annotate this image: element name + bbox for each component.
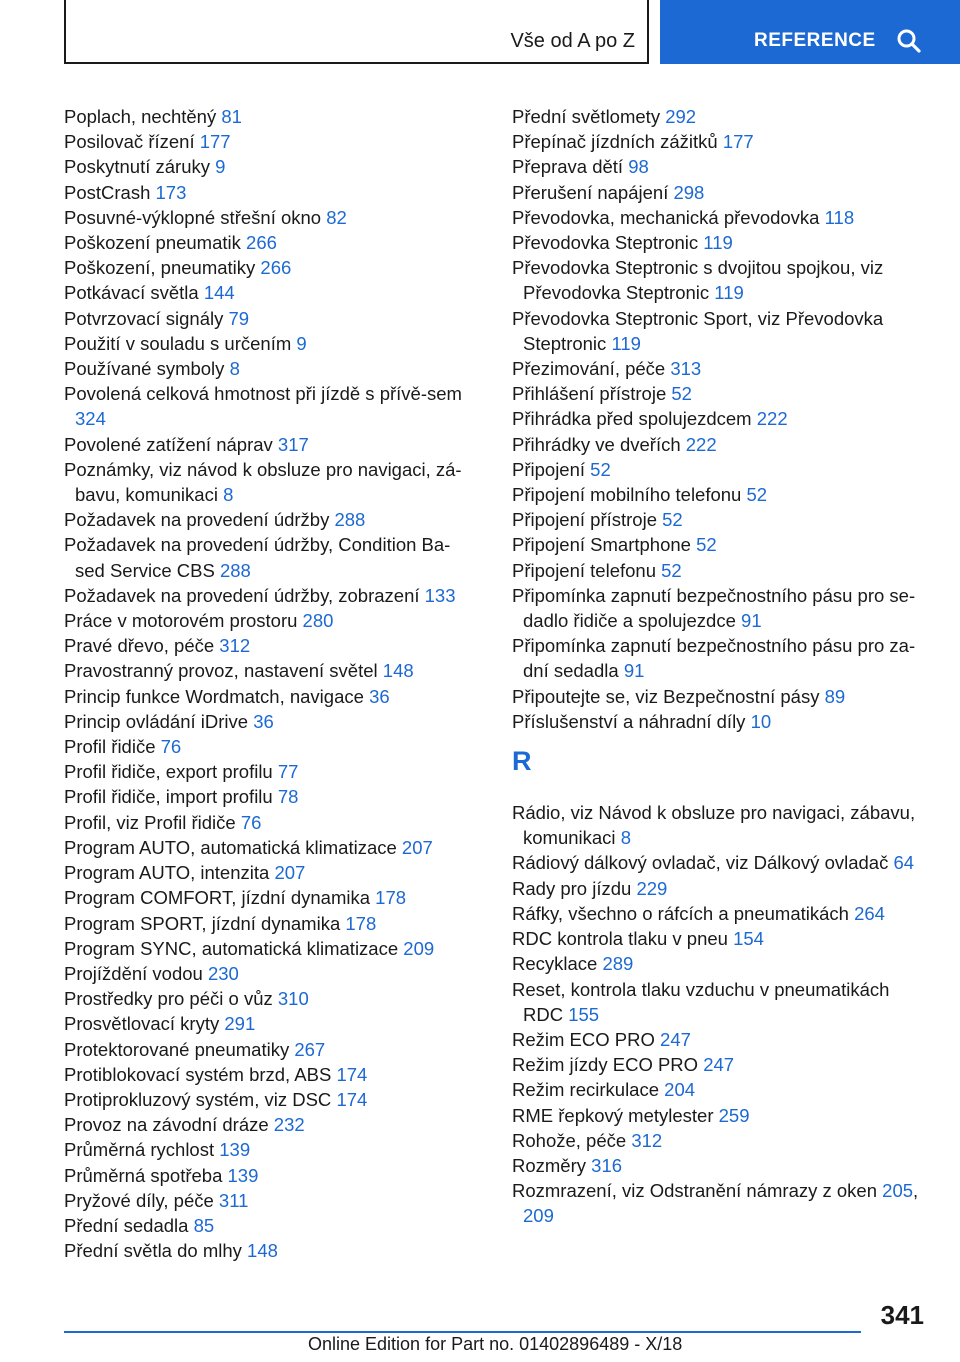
index-entry bbox=[512, 457, 932, 482]
page-reference-link[interactable]: 209 bbox=[403, 937, 435, 959]
index-entry bbox=[512, 507, 932, 532]
page-reference-link[interactable]: 222 bbox=[685, 433, 717, 455]
index-entry bbox=[512, 255, 932, 305]
page-reference-link[interactable]: 316 bbox=[591, 1154, 623, 1176]
index-entry-term: Profil řidiče bbox=[64, 736, 156, 758]
page-reference-link[interactable]: 98 bbox=[628, 156, 649, 178]
page-reference-link[interactable]: 52 bbox=[696, 534, 717, 556]
index-entry bbox=[512, 583, 932, 633]
index-entry bbox=[64, 1037, 474, 1062]
page-reference-link[interactable]: 76 bbox=[240, 811, 262, 833]
index-entry-term: Převodovka Steptronic s dvojitou spojkou, viz Převodovka Steptronic bbox=[512, 257, 884, 304]
index-column-right bbox=[512, 104, 932, 1229]
index-entry bbox=[64, 457, 474, 507]
page-number: 341 bbox=[880, 1300, 924, 1330]
page-reference-link[interactable]: 85 bbox=[193, 1214, 215, 1236]
index-entry-term: RME řepkový metylester bbox=[512, 1104, 714, 1126]
index-entry-term: Požadavek na provedení údržby, zobrazení bbox=[64, 584, 420, 606]
page-reference-link[interactable]: 52 bbox=[662, 509, 683, 531]
index-entry-term: Průměrná spotřeba bbox=[64, 1164, 223, 1186]
index-entry bbox=[64, 331, 474, 356]
page-reference-link[interactable]: 76 bbox=[160, 736, 182, 758]
index-entry bbox=[512, 104, 932, 129]
page-reference-link[interactable]: 266 bbox=[260, 257, 292, 279]
index-entry bbox=[64, 1163, 474, 1188]
index-entry bbox=[64, 1238, 474, 1263]
page-reference-link[interactable]: 267 bbox=[294, 1038, 326, 1060]
page-reference-link[interactable]: 64 bbox=[893, 852, 915, 874]
page-reference-link[interactable]: 52 bbox=[746, 484, 768, 506]
index-entry-term: PostCrash bbox=[64, 181, 151, 203]
index-entry-term: Přední světlomety bbox=[512, 106, 661, 127]
index-entry-term: Pravé dřevo, péče bbox=[64, 635, 215, 657]
search-icon bbox=[896, 28, 922, 54]
page-reference-link[interactable]: 291 bbox=[224, 1013, 256, 1035]
index-entry bbox=[64, 734, 474, 759]
index-entry bbox=[64, 709, 474, 734]
index-entry bbox=[64, 684, 474, 709]
index-entry-term: Práce v motorovém prostoru bbox=[64, 610, 298, 632]
index-entry bbox=[64, 129, 474, 154]
page-reference-link[interactable]: 209 bbox=[523, 1205, 554, 1227]
page-reference-link[interactable]: 82 bbox=[326, 206, 347, 228]
page-reference-link[interactable]: 139 bbox=[219, 1139, 251, 1161]
page-reference-link[interactable]: 289 bbox=[602, 953, 634, 975]
index-entry-term: Rádio, viz Návod k obsluze pro navigaci, zábavu, komunikaci bbox=[512, 802, 916, 849]
page-reference-link[interactable]: 313 bbox=[670, 358, 702, 380]
page-reference-link[interactable]: 81 bbox=[221, 106, 242, 127]
page-reference-link[interactable]: 204 bbox=[664, 1079, 696, 1101]
index-entry bbox=[512, 205, 932, 230]
index-entry-term: Povolená celková hmotnost při jízdě s přívě‐sem bbox=[64, 383, 462, 405]
index-entry-term: Reset, kontrola tlaku vzduchu v pneumatikách RDC bbox=[512, 978, 890, 1025]
page-reference-link[interactable]: 259 bbox=[718, 1104, 750, 1126]
index-entry-term: Režim ECO PRO bbox=[512, 1028, 655, 1050]
page-reference-link[interactable]: 266 bbox=[246, 232, 277, 254]
index-entry-term: Rozměry bbox=[512, 1154, 587, 1176]
index-entry-term: Příslušenství a náhradní díly bbox=[512, 710, 746, 732]
index-entry bbox=[64, 1087, 474, 1112]
page-reference-link[interactable]: 177 bbox=[722, 131, 754, 153]
page-reference-link[interactable]: 79 bbox=[228, 307, 250, 329]
index-entry-term: Rohože, péče bbox=[512, 1129, 627, 1151]
index-entry-term: Poškození, pneumatiky bbox=[64, 257, 256, 279]
index-entry bbox=[512, 1077, 932, 1102]
index-entry bbox=[64, 104, 474, 129]
page-reference-link[interactable]: 119 bbox=[703, 232, 733, 254]
index-entry-term: Přezimování, péče bbox=[512, 358, 666, 380]
index-entry-term: Program COMFORT, jízdní dynamika bbox=[64, 887, 371, 909]
index-entry bbox=[512, 230, 932, 255]
index-entry bbox=[64, 1137, 474, 1162]
index-entry-term: Poskytnutí záruky bbox=[64, 156, 211, 178]
index-entry-term: Rady pro jízdu bbox=[512, 877, 632, 899]
index-entry-term: Protiprokluzový systém, viz DSC bbox=[64, 1088, 332, 1110]
page-reference-link[interactable]: 174 bbox=[336, 1063, 368, 1085]
page-reference-link[interactable]: 311 bbox=[218, 1189, 249, 1211]
page-reference-link[interactable]: 207 bbox=[401, 836, 433, 858]
index-entry bbox=[512, 1103, 932, 1128]
section-title: Vše od A po Z bbox=[510, 30, 635, 52]
footer-edition-text: Online Edition for Part no. 01402896489 - X/18 bbox=[308, 1334, 683, 1354]
index-entry-term: Převodovka Steptronic bbox=[512, 232, 699, 254]
page-reference-link[interactable]: 292 bbox=[665, 106, 697, 127]
index-entry bbox=[512, 482, 932, 507]
index-entry-term: Posilovač řízení bbox=[64, 131, 195, 153]
page-reference-link[interactable]: 178 bbox=[345, 912, 377, 934]
page-reference-link[interactable]: 154 bbox=[733, 928, 764, 950]
index-entry bbox=[64, 154, 474, 179]
index-entry-term: Princip funkce Wordmatch, navigace bbox=[64, 685, 364, 707]
index-entry bbox=[512, 558, 932, 583]
page-reference-link[interactable]: 52 bbox=[590, 458, 611, 480]
index-entry bbox=[512, 977, 932, 1027]
page-reference-link[interactable]: 36 bbox=[253, 710, 274, 732]
index-entry bbox=[512, 1027, 932, 1052]
page-reference-link[interactable]: 229 bbox=[636, 877, 668, 899]
index-entry-term: Povolené zatížení náprav bbox=[64, 433, 273, 455]
index-entry bbox=[64, 1112, 474, 1137]
index-entry-term: Připojení bbox=[512, 458, 586, 480]
index-entry-term: RDC kontrola tlaku v pneu bbox=[512, 928, 728, 950]
index-entry-term: Program AUTO, intenzita bbox=[64, 862, 270, 884]
index-entry-term: Připomínka zapnutí bezpečnostního pásu pro se‐dadlo řidiče a spolujezdce bbox=[512, 584, 916, 632]
index-entry bbox=[64, 432, 474, 457]
index-entry bbox=[512, 901, 932, 926]
page-reference-link[interactable]: 9 bbox=[215, 156, 226, 178]
index-column-left bbox=[64, 104, 474, 1263]
page-reference-link[interactable]: 222 bbox=[756, 408, 788, 430]
page-reference-link[interactable]: 312 bbox=[631, 1129, 663, 1151]
index-entry-term: Převodovka, mechanická převodovka bbox=[512, 206, 820, 228]
index-entry-term: Připojení přístroje bbox=[512, 509, 657, 531]
page-reference-link[interactable]: 310 bbox=[277, 988, 309, 1010]
index-entry-term: Přihlášení přístroje bbox=[512, 383, 667, 405]
index-entry bbox=[512, 356, 932, 381]
index-entry-term: Připojení telefonu bbox=[512, 559, 656, 581]
index-entry bbox=[64, 255, 474, 280]
index-entry-term: Poznámky, viz návod k obsluze pro navigaci, zá‐bavu, komunikaci bbox=[64, 458, 462, 506]
index-entry bbox=[512, 926, 932, 951]
index-entry bbox=[64, 658, 474, 683]
index-entry bbox=[512, 1153, 932, 1178]
page-reference-link[interactable]: 148 bbox=[382, 660, 414, 682]
index-entry bbox=[64, 280, 474, 305]
page-reference-link[interactable]: 9 bbox=[296, 332, 307, 354]
page-reference-link[interactable]: 52 bbox=[671, 383, 692, 405]
index-entry bbox=[64, 1213, 474, 1238]
page-reference-link[interactable]: 324 bbox=[75, 408, 106, 430]
page-reference-link[interactable]: 133 bbox=[424, 584, 456, 606]
index-entry bbox=[64, 306, 474, 331]
index-group-r bbox=[512, 800, 932, 1228]
index-entry bbox=[512, 684, 932, 709]
page-reference-link[interactable]: 119 bbox=[714, 282, 744, 304]
index-entry bbox=[512, 180, 932, 205]
page-reference-link[interactable]: 178 bbox=[375, 887, 407, 909]
index-entry-term: Průměrná rychlost bbox=[64, 1139, 215, 1161]
index-entry-term: Přihrádka před spolujezdcem bbox=[512, 408, 752, 430]
index-entry bbox=[64, 860, 474, 885]
index-entry-term: Režim jízdy ECO PRO bbox=[512, 1054, 699, 1076]
page-reference-link[interactable]: 230 bbox=[207, 962, 239, 984]
index-entry-term: Posuvné-výklopné střešní okno bbox=[64, 206, 322, 228]
page-reference-link[interactable]: 317 bbox=[277, 433, 309, 455]
index-entry bbox=[64, 633, 474, 658]
index-entry-term: Ráfky, všechno o ráfcích a pneumatikách bbox=[512, 902, 849, 924]
index-entry bbox=[64, 911, 474, 936]
page-reference-link[interactable]: 205 bbox=[882, 1180, 914, 1202]
page-reference-link[interactable]: 232 bbox=[273, 1114, 305, 1136]
page-reference-link[interactable]: 148 bbox=[247, 1240, 278, 1262]
index-entry-term: Potvrzovací signály bbox=[64, 307, 224, 329]
page-reference-link[interactable]: 312 bbox=[219, 635, 251, 657]
index-entry bbox=[64, 381, 474, 431]
page-reference-link[interactable]: 288 bbox=[219, 559, 251, 581]
page-reference-link[interactable]: 174 bbox=[336, 1088, 368, 1110]
page-reference-link[interactable]: 36 bbox=[369, 685, 390, 707]
index-entry-term: Požadavek na provedení údržby, Condition Ba‐sed Service CBS bbox=[64, 534, 451, 581]
page-reference-link[interactable]: 288 bbox=[334, 509, 366, 531]
index-entry bbox=[512, 876, 932, 901]
index-entry bbox=[64, 936, 474, 961]
index-entry bbox=[64, 532, 474, 582]
index-entry bbox=[512, 951, 932, 976]
index-entry bbox=[64, 986, 474, 1011]
section-letter: R bbox=[512, 746, 532, 777]
index-entry-term: Poškození pneumatik bbox=[64, 232, 241, 254]
index-entry-term: Pravostranný provoz, nastavení světel bbox=[64, 660, 378, 682]
index-entry-term: Protiblokovací systém brzd, ABS bbox=[64, 1063, 332, 1085]
index-entry bbox=[64, 583, 474, 608]
index-entry-term: Prosvětlovací kryty bbox=[64, 1013, 220, 1035]
page-reference-link[interactable]: 155 bbox=[568, 1003, 600, 1025]
index-entry-term: Přepínač jízdních zážitků bbox=[512, 131, 718, 153]
index-entry-term: Připoutejte se, viz Bezpečnostní pásy bbox=[512, 685, 820, 707]
page-reference-link[interactable]: 264 bbox=[854, 902, 885, 924]
page-reference-link[interactable]: 247 bbox=[703, 1054, 735, 1076]
index-entry-term: Recyklace bbox=[512, 953, 598, 975]
index-group-p bbox=[512, 104, 932, 734]
index-entry-term: Profil řidiče, export profilu bbox=[64, 761, 273, 783]
page-reference-link[interactable]: 10 bbox=[750, 710, 772, 732]
index-entry bbox=[64, 608, 474, 633]
index-entry bbox=[512, 850, 932, 875]
index-entry-term: Pryžové díly, péče bbox=[64, 1189, 214, 1211]
index-entry-term: Požadavek na provedení údržby bbox=[64, 509, 330, 531]
index-entry bbox=[512, 709, 932, 734]
index-entry-term: Poplach, nechtěný bbox=[64, 106, 217, 127]
index-entry bbox=[512, 633, 932, 683]
index-entry bbox=[512, 1128, 932, 1153]
index-entry bbox=[512, 306, 932, 356]
page-reference-link[interactable]: 8 bbox=[223, 484, 234, 506]
index-entry bbox=[64, 835, 474, 860]
page-reference-link[interactable]: 89 bbox=[824, 685, 846, 707]
header-section-box bbox=[64, 0, 649, 64]
index-entry bbox=[512, 406, 932, 431]
page-reference-link[interactable]: 144 bbox=[203, 282, 235, 304]
page-reference-link[interactable]: 139 bbox=[227, 1164, 259, 1186]
index-entry-term: Používané symboly bbox=[64, 358, 225, 380]
index-entry-term: Program AUTO, automatická klimatizace bbox=[64, 836, 397, 858]
index-entry-term: Potkávací světla bbox=[64, 282, 199, 304]
index-entry-term: Přerušení napájení bbox=[512, 181, 669, 203]
index-entry-term: Připomínka zapnutí bezpečnostního pásu pro za‐dní sedadla bbox=[512, 635, 916, 682]
index-entry: Rozmrazení, viz Odstranění námrazy z oken 205, 209 bbox=[512, 1180, 919, 1227]
page-reference-link[interactable]: 177 bbox=[199, 131, 231, 153]
page-reference-link[interactable]: 173 bbox=[155, 181, 187, 203]
index-entry bbox=[64, 810, 474, 835]
page-reference-link[interactable]: 77 bbox=[277, 761, 299, 783]
index-entry-term: Použití v souladu s určením bbox=[64, 332, 292, 354]
footer-divider bbox=[64, 1331, 861, 1333]
index-entry-term: Připojení mobilního telefonu bbox=[512, 484, 742, 506]
page-reference-link[interactable]: 91 bbox=[741, 610, 762, 632]
index-entry bbox=[512, 154, 932, 179]
index-entry-term: Přední sedadla bbox=[64, 1214, 189, 1236]
page-reference-link[interactable]: 78 bbox=[277, 786, 299, 808]
index-entry bbox=[64, 961, 474, 986]
index-entry bbox=[512, 532, 932, 557]
index-entry-term: Přední světla do mlhy bbox=[64, 1240, 242, 1262]
index-entry-term: Prostředky pro péči o vůz bbox=[64, 988, 273, 1010]
reference-label: REFERENCE bbox=[754, 30, 876, 51]
index-entry-term: Profil řidiče, import profilu bbox=[64, 786, 273, 808]
index-entry-term: Rozmrazení, viz Odstranění námrazy z oken bbox=[512, 1180, 878, 1202]
page-reference-link[interactable]: 118 bbox=[824, 206, 855, 228]
page-reference-link[interactable]: 280 bbox=[302, 610, 334, 632]
index-entry-term: Přeprava dětí bbox=[512, 156, 624, 178]
index-entry bbox=[64, 885, 474, 910]
index-entry-term: Profil, viz Profil řidiče bbox=[64, 811, 236, 833]
page-reference-link[interactable]: 119 bbox=[611, 332, 641, 354]
page-reference-link[interactable]: 91 bbox=[623, 660, 645, 682]
page-reference-link[interactable]: 247 bbox=[660, 1028, 691, 1050]
index-entry bbox=[64, 1188, 474, 1213]
index-entry-term: Protektorované pneumatiky bbox=[64, 1038, 290, 1060]
index-entry bbox=[512, 800, 932, 850]
index-entry bbox=[64, 230, 474, 255]
index-entry bbox=[512, 381, 932, 406]
index-entry-term: Režim recirkulace bbox=[512, 1079, 660, 1101]
index-entry-term: Program SPORT, jízdní dynamika bbox=[64, 912, 341, 934]
index-entry-term: Připojení Smartphone bbox=[512, 534, 691, 556]
page-reference-link[interactable]: 207 bbox=[274, 862, 306, 884]
page-reference-link[interactable]: 8 bbox=[229, 358, 240, 380]
page-reference-link[interactable]: 298 bbox=[673, 181, 705, 203]
index-entry bbox=[64, 205, 474, 230]
index-entry bbox=[64, 759, 474, 784]
index-entry bbox=[64, 507, 474, 532]
index-entry-term: Princip ovládání iDrive bbox=[64, 710, 249, 732]
page-reference-link[interactable]: 8 bbox=[620, 827, 631, 849]
index-entry bbox=[512, 129, 932, 154]
index-entry bbox=[64, 180, 474, 205]
index-entry bbox=[512, 432, 932, 457]
index-entry-term: Provoz na závodní dráze bbox=[64, 1114, 269, 1136]
reference-tab[interactable] bbox=[660, 0, 960, 64]
index-entry bbox=[512, 1052, 932, 1077]
index-entry-term: Přihrádky ve dveřích bbox=[512, 433, 681, 455]
page-reference-link[interactable]: 52 bbox=[661, 559, 682, 581]
index-entry bbox=[64, 356, 474, 381]
index-entry bbox=[64, 784, 474, 809]
index-entry-term: Rádiový dálkový ovladač, viz Dálkový ovladač bbox=[512, 852, 889, 874]
index-entry-term: Převodovka Steptronic Sport, viz Převodovka Steptronic bbox=[512, 307, 884, 354]
index-entry bbox=[64, 1062, 474, 1087]
index-entry bbox=[64, 1011, 474, 1036]
index-entry-term: Projíždění vodou bbox=[64, 962, 203, 984]
index-entry-term: Program SYNC, automatická klimatizace bbox=[64, 937, 399, 959]
